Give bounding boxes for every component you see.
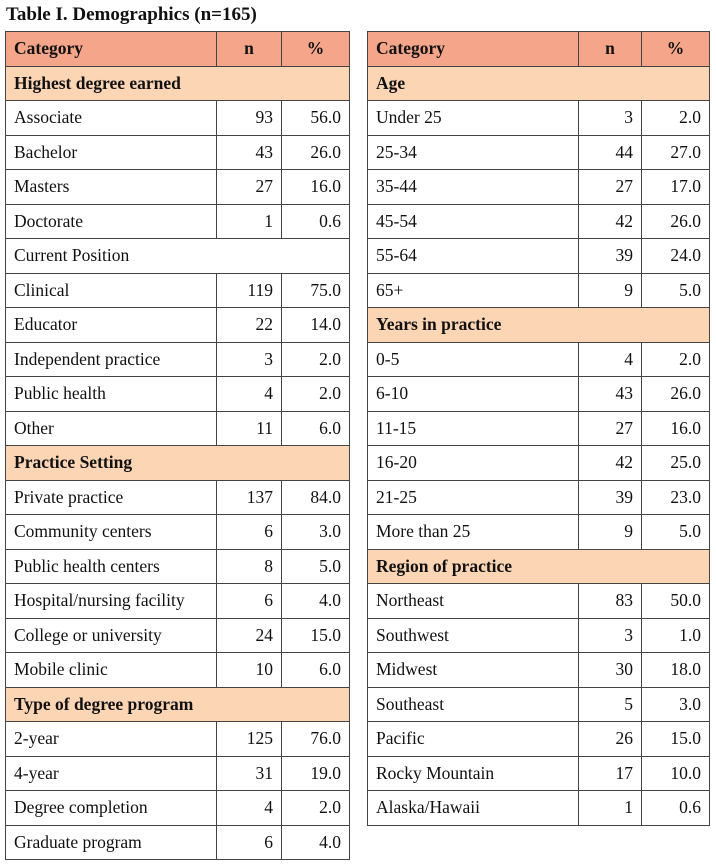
table-row [6,170,350,205]
row-label: 0-5 [368,342,579,377]
header-n: n [217,32,282,67]
section-heading-row [368,308,710,343]
row-label: Other [6,411,217,446]
row-n: 5 [579,687,642,722]
row-n: 43 [217,135,282,170]
row-percent: 19.0 [282,756,350,791]
row-percent: 26.0 [282,135,350,170]
row-label: Rocky Mountain [368,756,579,791]
row-percent: 2.0 [282,791,350,826]
row-n: 42 [579,204,642,239]
row-percent: 3.0 [642,687,710,722]
row-percent: 4.0 [282,584,350,619]
row-n: 9 [579,273,642,308]
table-row [368,653,710,688]
row-label: Masters [6,170,217,205]
row-label: 16-20 [368,446,579,481]
row-n: 1 [579,791,642,826]
row-percent: 15.0 [642,722,710,757]
row-n: 3 [579,618,642,653]
table-row [368,411,710,446]
row-label: Clinical [6,273,217,308]
row-n: 39 [579,480,642,515]
row-n: 83 [579,584,642,619]
table-row [6,135,350,170]
row-percent: 0.6 [282,204,350,239]
row-n: 3 [579,101,642,136]
table-row [6,273,350,308]
row-label: Educator [6,308,217,343]
row-percent: 5.0 [282,549,350,584]
row-label: Doctorate [6,204,217,239]
table-row [6,722,350,757]
table-row [368,756,710,791]
demographics-table-right [367,31,710,826]
row-percent: 1.0 [642,618,710,653]
subheading: Current Position [6,239,350,274]
row-percent: 16.0 [642,411,710,446]
table-row [368,618,710,653]
table-row [368,722,710,757]
table-row [368,101,710,136]
table-row [6,342,350,377]
table-row [368,687,710,722]
table-row [368,515,710,550]
table-row [368,204,710,239]
row-label: Midwest [368,653,579,688]
row-label: Pacific [368,722,579,757]
section-heading: Highest degree earned [6,66,350,101]
row-percent: 50.0 [642,584,710,619]
section-heading-row [6,687,350,722]
section-heading-row [368,66,710,101]
row-n: 27 [217,170,282,205]
row-label: Private practice [6,480,217,515]
row-label: Bachelor [6,135,217,170]
row-label: 35-44 [368,170,579,205]
row-n: 43 [579,377,642,412]
table-row [368,135,710,170]
row-percent: 2.0 [282,377,350,412]
row-percent: 75.0 [282,273,350,308]
row-n: 137 [217,480,282,515]
table-row [6,653,350,688]
row-percent: 17.0 [642,170,710,205]
header-category: Category [6,32,217,67]
table-row [368,446,710,481]
row-label: Public health [6,377,217,412]
row-n: 125 [217,722,282,757]
row-label: Mobile clinic [6,653,217,688]
row-percent: 2.0 [642,101,710,136]
row-n: 42 [579,446,642,481]
row-label: Northeast [368,584,579,619]
row-label: 4-year [6,756,217,791]
table-row [368,170,710,205]
row-label: 25-34 [368,135,579,170]
row-percent: 27.0 [642,135,710,170]
row-percent: 16.0 [282,170,350,205]
row-label: 6-10 [368,377,579,412]
row-percent: 5.0 [642,515,710,550]
table-row [368,273,710,308]
row-label: Community centers [6,515,217,550]
table-row [6,549,350,584]
row-percent: 14.0 [282,308,350,343]
row-percent: 2.0 [282,342,350,377]
table-title: Table I. Demographics (n=165) [6,4,257,25]
row-percent: 84.0 [282,480,350,515]
table-row [368,480,710,515]
row-label: More than 25 [368,515,579,550]
table-row [368,342,710,377]
section-heading: Years in practice [368,308,710,343]
section-heading: Region of practice [368,549,710,584]
row-label: Southeast [368,687,579,722]
row-n: 31 [217,756,282,791]
row-n: 10 [217,653,282,688]
row-n: 26 [579,722,642,757]
row-label: 45-54 [368,204,579,239]
row-label: 55-64 [368,239,579,274]
table-header-row [6,32,350,67]
row-n: 8 [217,549,282,584]
section-heading-row [6,446,350,481]
section-heading: Age [368,66,710,101]
row-percent: 6.0 [282,411,350,446]
row-n: 1 [217,204,282,239]
section-heading-row [368,549,710,584]
row-n: 30 [579,653,642,688]
table-row [368,377,710,412]
row-percent: 5.0 [642,273,710,308]
row-percent: 25.0 [642,446,710,481]
header-percent: % [642,32,710,67]
table-row [6,825,350,860]
row-percent: 10.0 [642,756,710,791]
row-percent: 56.0 [282,101,350,136]
table-row [6,515,350,550]
table-row [6,791,350,826]
row-percent: 76.0 [282,722,350,757]
row-n: 6 [217,515,282,550]
header-category: Category [368,32,579,67]
row-n: 4 [217,377,282,412]
row-label: Alaska/Hawaii [368,791,579,826]
row-percent: 0.6 [642,791,710,826]
header-percent: % [282,32,350,67]
section-heading: Practice Setting [6,446,350,481]
row-label: Public health centers [6,549,217,584]
row-label: 2-year [6,722,217,757]
row-n: 27 [579,170,642,205]
row-percent: 15.0 [282,618,350,653]
row-label: Degree completion [6,791,217,826]
row-percent: 3.0 [282,515,350,550]
row-label: Graduate program [6,825,217,860]
row-percent: 26.0 [642,204,710,239]
row-n: 3 [217,342,282,377]
table-row [6,411,350,446]
row-n: 6 [217,584,282,619]
row-label: 65+ [368,273,579,308]
row-n: 22 [217,308,282,343]
row-n: 39 [579,239,642,274]
row-percent: 18.0 [642,653,710,688]
table-row [6,377,350,412]
row-percent: 2.0 [642,342,710,377]
row-n: 119 [217,273,282,308]
row-label: Associate [6,101,217,136]
section-heading: Type of degree program [6,687,350,722]
table-row [6,101,350,136]
row-n: 17 [579,756,642,791]
table-row [6,584,350,619]
table-row [6,618,350,653]
row-label: 11-15 [368,411,579,446]
row-n: 44 [579,135,642,170]
subheading-row [6,239,350,274]
demographics-table-left [5,31,350,860]
row-label: Under 25 [368,101,579,136]
section-heading-row [6,66,350,101]
row-n: 9 [579,515,642,550]
row-percent: 4.0 [282,825,350,860]
row-label: 21-25 [368,480,579,515]
table-row [368,791,710,826]
table-row [6,480,350,515]
row-percent: 23.0 [642,480,710,515]
row-label: Hospital/nursing facility [6,584,217,619]
table-row [6,308,350,343]
row-n: 24 [217,618,282,653]
table-row [6,204,350,239]
table-header-row [368,32,710,67]
row-label: Independent practice [6,342,217,377]
header-n: n [579,32,642,67]
row-n: 4 [217,791,282,826]
table-row [6,756,350,791]
row-n: 4 [579,342,642,377]
row-label: Southwest [368,618,579,653]
row-percent: 26.0 [642,377,710,412]
row-label: College or university [6,618,217,653]
row-n: 6 [217,825,282,860]
table-row [368,584,710,619]
row-percent: 6.0 [282,653,350,688]
row-n: 11 [217,411,282,446]
table-row [368,239,710,274]
row-percent: 24.0 [642,239,710,274]
row-n: 93 [217,101,282,136]
row-n: 27 [579,411,642,446]
